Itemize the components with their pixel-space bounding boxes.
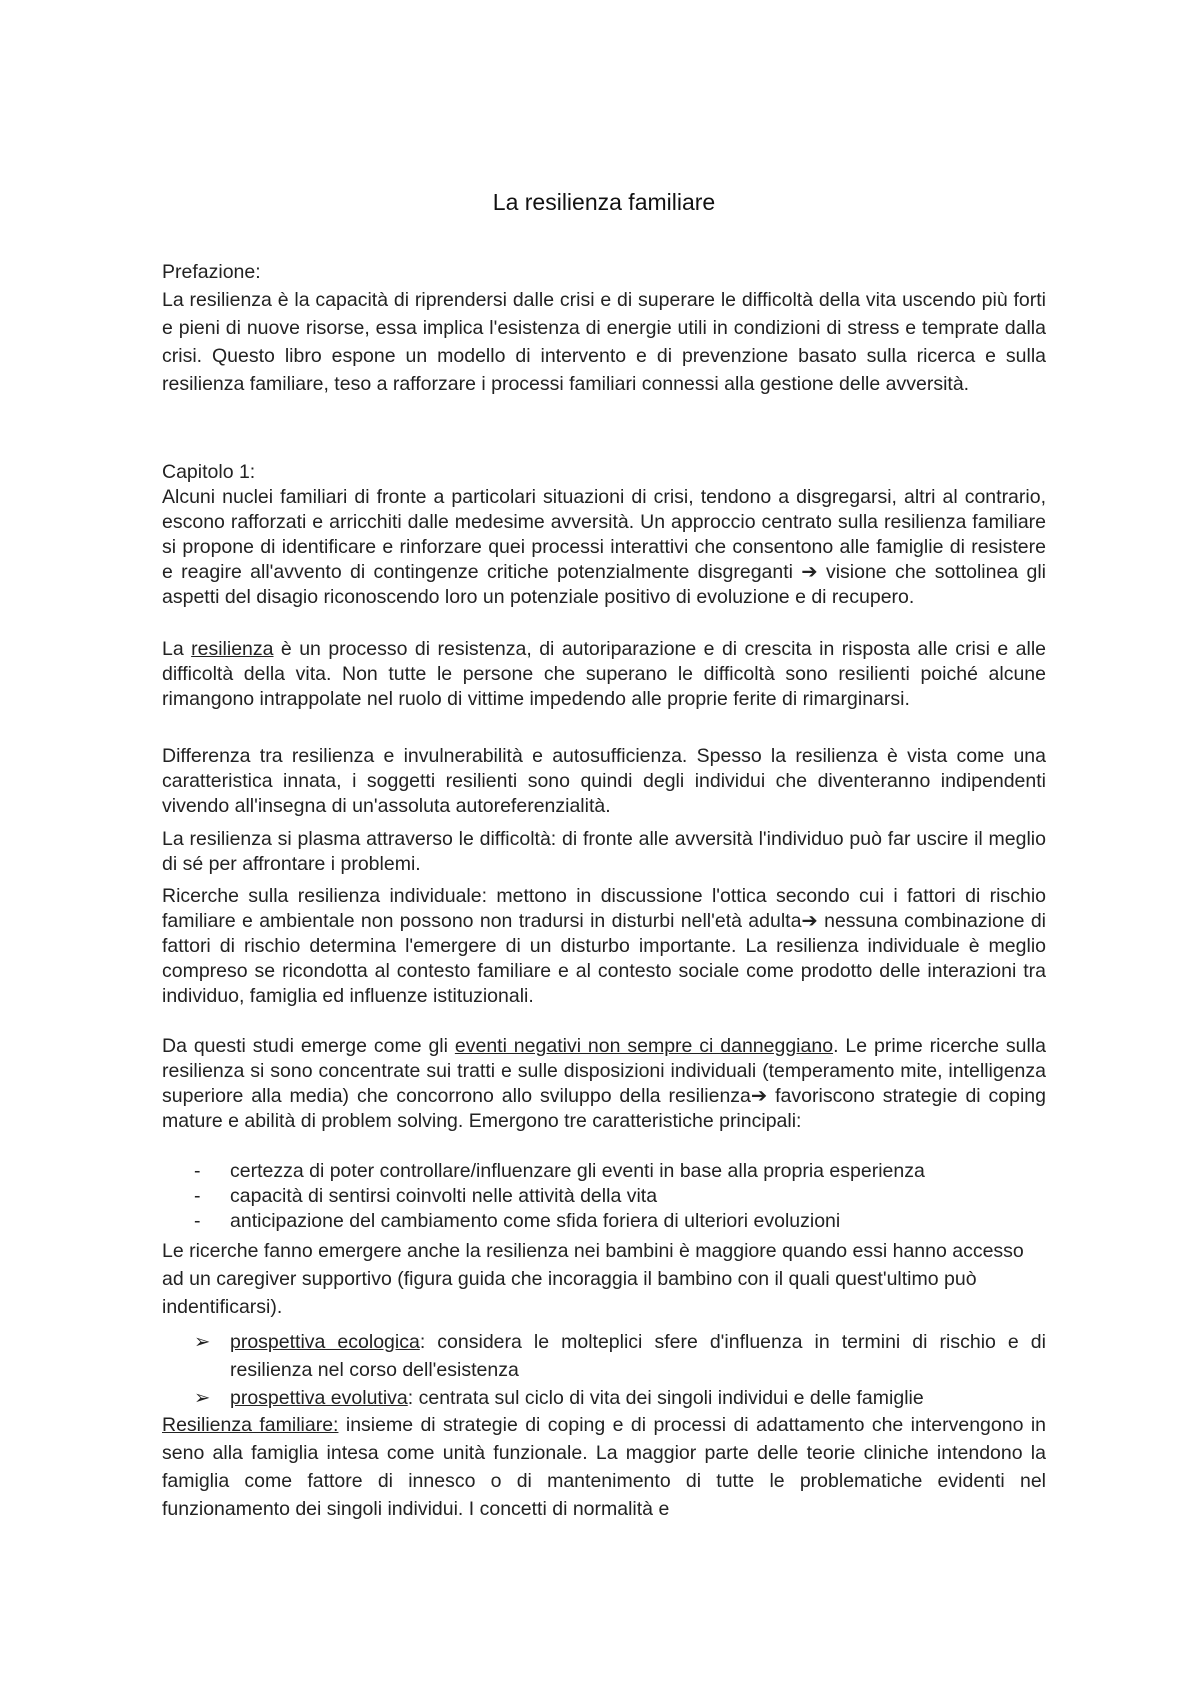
paragraph-text: La [162, 638, 192, 660]
capitolo1-section [162, 460, 1046, 610]
paragraph-text: Da questi studi emerge come gli [162, 1035, 455, 1057]
capitolo1-paragraph-8 [162, 1411, 1046, 1523]
capitolo1-paragraph-4: La resilienza si plasma attraverso le difficoltà: di fronte alle avversità l'individuo può far uscire il meglio di sé per affrontare i problemi. [162, 828, 1046, 875]
capitolo1-paragraph-2 [162, 637, 1046, 712]
prefazione-label: Prefazione: [162, 261, 261, 283]
list-item-text: capacità di sentirsi coinvolti nelle attività della vita [230, 1185, 658, 1207]
list-item-text: certezza di poter controllare/influenzare gli eventi in base alla propria esperienza [230, 1160, 925, 1182]
list-item-text: anticipazione del cambiamento come sfida foriera di ulteriori evoluzioni [230, 1210, 841, 1232]
underlined-term-resilienza-familiare: Resilienza familiare: [162, 1414, 339, 1436]
list-item [162, 1159, 1046, 1184]
list-item [162, 1184, 1046, 1209]
arrow-bullet-icon: ➢ [194, 1387, 211, 1409]
list-item [162, 1328, 1046, 1384]
underlined-term-resilienza: resilienza [191, 638, 274, 660]
document-title: La resilienza familiare [492, 189, 716, 215]
paragraph-text: è un processo di resistenza, di autoriparazione e di crescita in risposta alle crisi e alle difficoltà della vita. Non tutte le persone che superano le difficoltà sono resilienti poiché alcune rimangono intrappolate nel ruolo di vittime impedendo alle proprie ferite di rimarginarsi. [162, 638, 1046, 710]
paragraph-text: insieme di strategie di coping e di processi di adattamento che intervengono in seno alla famiglia intesa come unità funzionale. La maggior parte delle teorie cliniche intendono la famiglia come fattore di innesco o di mantenimento di tutte le problematiche evidenti nel funzionamento dei singoli individui. I concetti di normalità e [162, 1414, 1047, 1520]
capitolo1-paragraph-6 [162, 1034, 1046, 1134]
dash-marker: - [194, 1160, 201, 1182]
capitolo1-paragraph-1: Alcuni nuclei familiari di fronte a particolari situazioni di crisi, tendono a disgregarsi, altri al contrario, escono rafforzati e arricchiti dalle medesime avversità. Un approccio centrato sulla resilienza familiare si propone di identificare e rinforzare quei processi interattivi che consentono alle famiglie di resistere e reagire all'avvento di contingenze critiche potenzialmente disgreganti ➔ visione che sottolinea gli aspetti del disagio riconoscendo loro un potenziale positivo di evoluzione e di recupero. [162, 486, 1046, 608]
prefazione-section [162, 258, 1046, 398]
dash-marker: - [194, 1185, 201, 1207]
arrow-list [162, 1328, 1046, 1412]
underlined-term: prospettiva evolutiva [230, 1387, 408, 1409]
capitolo1-label: Capitolo 1: [162, 461, 256, 483]
capitolo1-paragraph-7: Le ricerche fanno emergere anche la resilienza nei bambini è maggiore quando essi hanno accesso ad un caregiver supportivo (figura guida che incoraggia il bambino con il quali quest'ultimo può indentificarsi). [162, 1240, 1024, 1318]
list-item [162, 1384, 1046, 1412]
capitolo1-paragraph-3: Differenza tra resilienza e invulnerabilità e autosufficienza. Spesso la resilienza è vista come una caratteristica innata, i soggetti resilienti sono quindi degli individui che diventeranno indipendenti vivendo all'insegna di un'assoluta autoreferenzialità. [162, 745, 1046, 817]
prefazione-text: La resilienza è la capacità di riprendersi dalle crisi e di superare le difficoltà della vita uscendo più forti e pieni di nuove risorse, essa implica l'esistenza di energie utili in condizioni di stress e temprate dalla crisi. Questo libro espone un modello di intervento e di prevenzione basato sulla ricerca e sulla resilienza familiare, teso a rafforzare i processi familiari connessi alla gestione delle avversità. [162, 289, 1046, 395]
list-item [162, 1209, 1046, 1234]
underlined-phrase-eventi-negativi: eventi negativi non sempre ci danneggiano [454, 1035, 834, 1057]
arrow-bullet-icon: ➢ [194, 1331, 211, 1353]
capitolo1-paragraph-5: Ricerche sulla resilienza individuale: mettono in discussione l'ottica secondo cui i fattori di rischio familiare e ambientale non possono non tradursi in disturbi nell'età adulta➔ nessuna combinazione di fattori di rischio determina l'emergere di un disturbo importante. La resilienza individuale è meglio compreso se ricondotta al contesto familiare e al contesto sociale come prodotto delle interazioni tra individuo, famiglia ed influenze istituzionali. [162, 885, 1046, 1007]
dash-marker: - [194, 1210, 201, 1232]
paragraph-text: . Le prime ricerche sulla resilienza si sono concentrate sui tratti e sulle disposizioni individuali (temperamento mite, intelligenza superiore alla media) che concorrono allo sviluppo della resilienza➔ favoriscono strategie di coping mature e abilità di problem solving. Emergono tre caratteristiche principali: [162, 1035, 1046, 1132]
list-item-text: : centrata sul ciclo di vita dei singoli individui e delle famiglie [407, 1387, 924, 1409]
underlined-term: prospettiva ecologica [230, 1331, 420, 1353]
list-item-text: : considera le molteplici sfere d'influenza in termini di rischio e di resilienza nel corso dell'esistenza [230, 1331, 1046, 1381]
dash-list [162, 1159, 1046, 1234]
